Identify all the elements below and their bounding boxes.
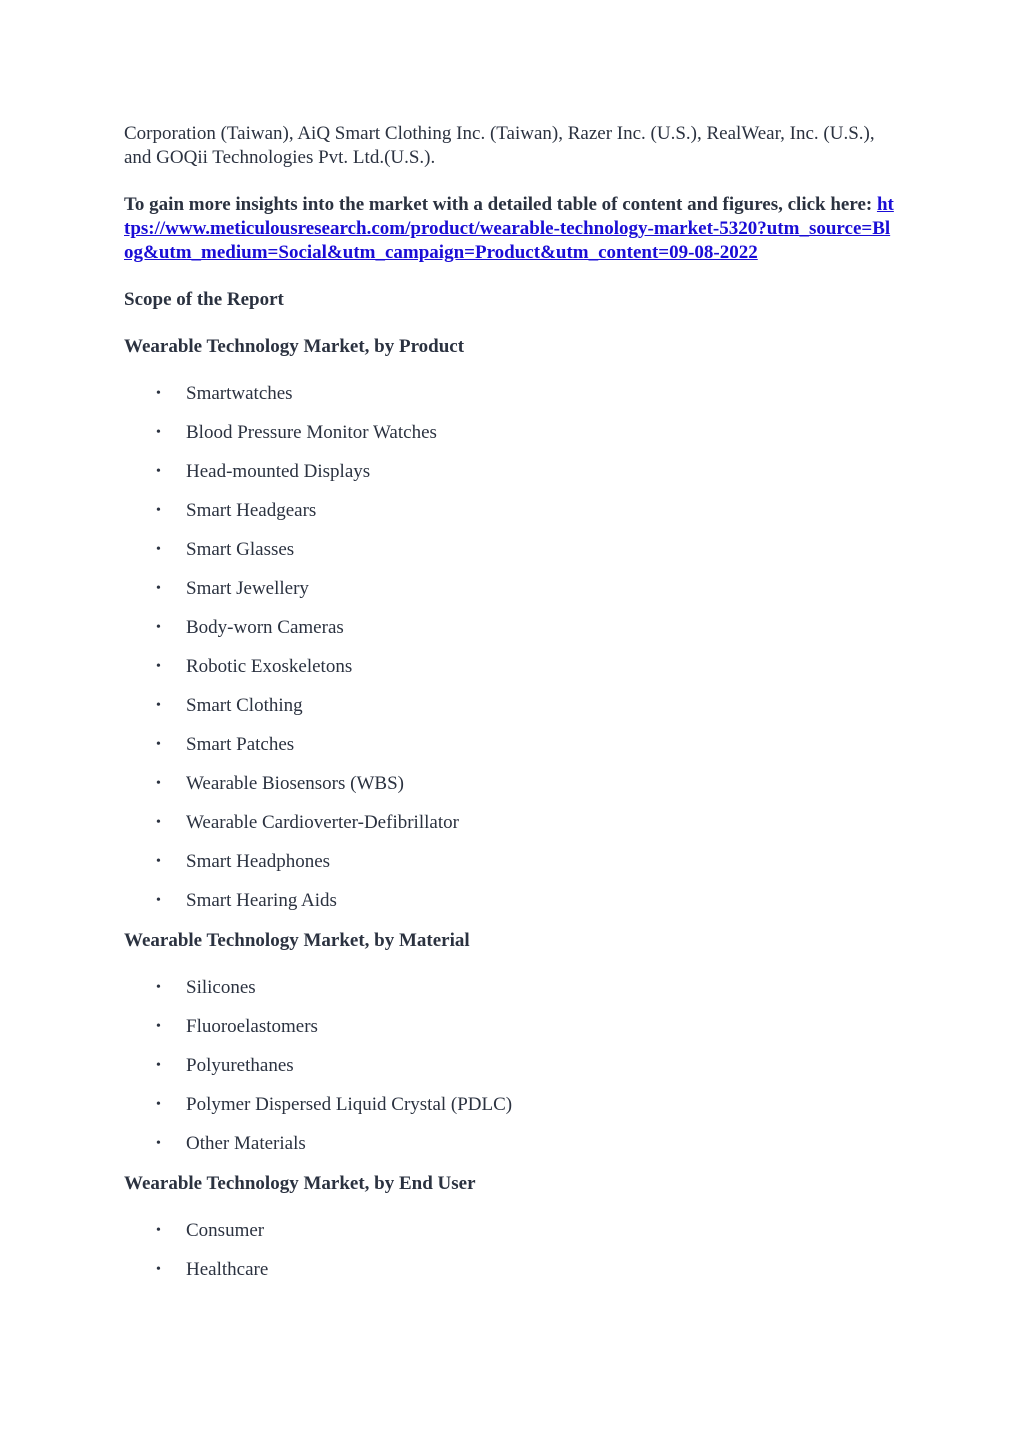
cta-text: To gain more insights into the market with a detailed table of content and figures, click here: — [124, 194, 877, 215]
bullet-icon: • — [156, 1058, 161, 1073]
list-item-label: Smart Hearing Aids — [186, 890, 337, 911]
bullet-icon: • — [156, 776, 161, 791]
bullet-icon: • — [156, 1136, 161, 1151]
list-item — [124, 733, 894, 757]
material-list — [124, 976, 894, 1156]
bullet-icon: • — [156, 425, 161, 440]
bullet-icon: • — [156, 854, 161, 869]
bullet-icon: • — [156, 1223, 161, 1238]
list-item-label: Robotic Exoskeletons — [186, 656, 353, 677]
list-item-label: Smart Headphones — [186, 851, 331, 872]
list-item-label: Fluoroelastomers — [186, 1016, 318, 1037]
list-item — [124, 811, 894, 835]
list-item-label: Smart Glasses — [186, 539, 295, 560]
list-item — [124, 694, 894, 718]
list-item-label: Polymer Dispersed Liquid Crystal (PDLC) — [186, 1094, 513, 1115]
list-item-label: Smartwatches — [186, 383, 293, 404]
bullet-icon: • — [156, 815, 161, 830]
list-item — [124, 460, 894, 484]
list-item-label: Smart Jewellery — [186, 578, 309, 599]
list-item-label: Head-mounted Displays — [186, 461, 371, 482]
list-item — [124, 1219, 894, 1243]
list-item — [124, 577, 894, 601]
product-list — [124, 382, 894, 913]
list-item-label: Body-worn Cameras — [186, 617, 344, 638]
bullet-icon: • — [156, 980, 161, 995]
bullet-icon: • — [156, 698, 161, 713]
bullet-icon: • — [156, 503, 161, 518]
bullet-icon: • — [156, 737, 161, 752]
list-item — [124, 1132, 894, 1156]
list-item-label: Wearable Biosensors (WBS) — [186, 773, 404, 794]
bullet-icon: • — [156, 620, 161, 635]
bullet-icon: • — [156, 1019, 161, 1034]
list-item — [124, 1093, 894, 1117]
list-item-label: Healthcare — [186, 1259, 269, 1280]
list-item — [124, 772, 894, 796]
list-item — [124, 616, 894, 640]
bullet-icon: • — [156, 659, 161, 674]
bullet-icon: • — [156, 464, 161, 479]
list-item — [124, 382, 894, 406]
bullet-icon: • — [156, 1097, 161, 1112]
list-item-label: Other Materials — [186, 1133, 306, 1154]
list-item — [124, 655, 894, 679]
list-item — [124, 499, 894, 523]
bullet-icon: • — [156, 893, 161, 908]
list-item-label: Blood Pressure Monitor Watches — [186, 422, 437, 443]
bullet-icon: • — [156, 581, 161, 596]
scope-heading: Scope of the Report — [124, 289, 284, 310]
list-item — [124, 421, 894, 445]
list-item — [124, 1258, 894, 1282]
cta-paragraph — [124, 193, 894, 265]
list-item — [124, 889, 894, 913]
intro-paragraph: Corporation (Taiwan), AiQ Smart Clothing Inc. (Taiwan), Razer Inc. (U.S.), RealWear, Inc. (U.S.), and GOQii Technologies Pvt. Ltd.(U.S.). — [124, 123, 875, 168]
list-item — [124, 976, 894, 1000]
list-item — [124, 1015, 894, 1039]
bullet-icon: • — [156, 542, 161, 557]
list-item-label: Silicones — [186, 977, 256, 998]
list-item — [124, 1054, 894, 1078]
end-user-heading: Wearable Technology Market, by End User — [124, 1173, 476, 1194]
list-item-label: Wearable Cardioverter-Defibrillator — [186, 812, 459, 833]
list-item-label: Polyurethanes — [186, 1055, 294, 1076]
list-item — [124, 850, 894, 874]
end-user-list — [124, 1219, 894, 1282]
bullet-icon: • — [156, 386, 161, 401]
list-item-label: Smart Clothing — [186, 695, 303, 716]
list-item — [124, 538, 894, 562]
material-heading: Wearable Technology Market, by Material — [124, 930, 470, 951]
list-item-label: Smart Headgears — [186, 500, 317, 521]
list-item-label: Consumer — [186, 1220, 265, 1241]
document-page — [124, 122, 894, 1298]
bullet-icon: • — [156, 1262, 161, 1277]
product-heading: Wearable Technology Market, by Product — [124, 336, 465, 357]
report-link[interactable]: https://www.meticulousresearch.com/product/wearable-technology-market-5320?utm_source=Blog&utm_medium=Social&utm_campaign=Product&utm_content=09-08-2022 — [124, 194, 894, 263]
list-item-label: Smart Patches — [186, 734, 295, 755]
